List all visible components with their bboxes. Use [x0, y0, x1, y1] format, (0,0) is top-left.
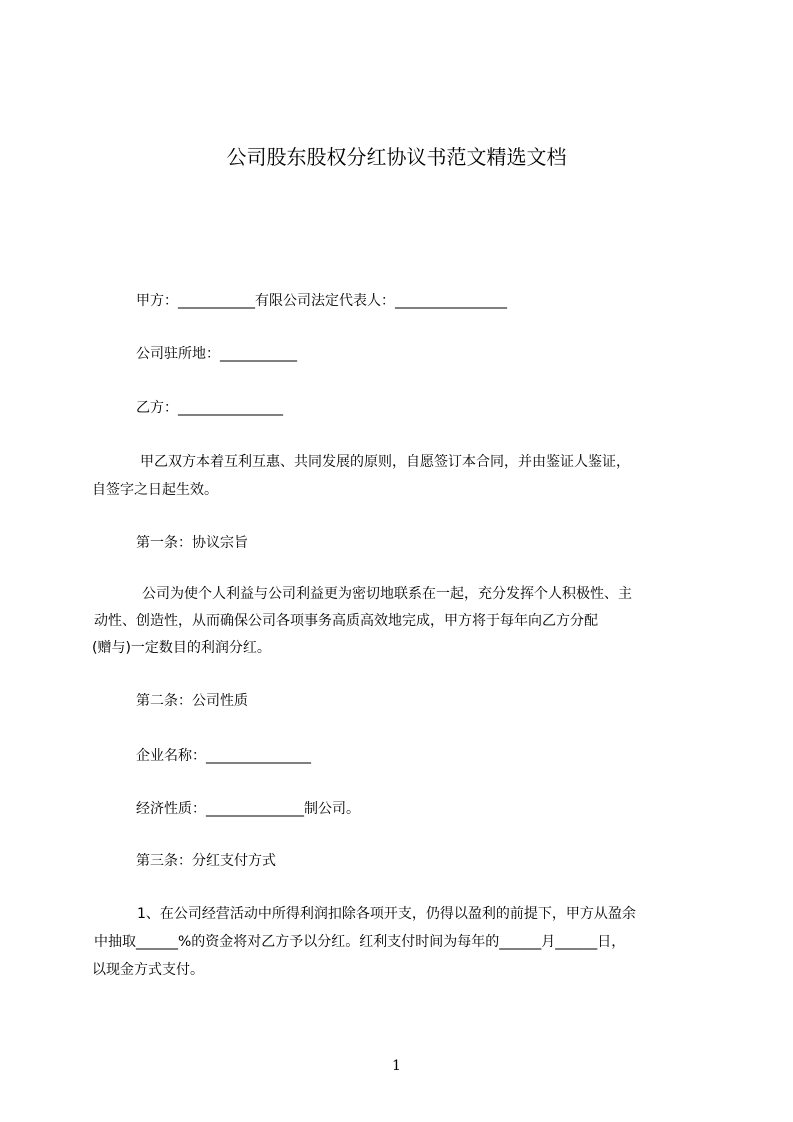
article-1-heading: 第一条：协议宗旨: [136, 535, 248, 551]
page-number: 1: [392, 1058, 401, 1074]
article-1-paragraph-line-2: 动性、创造性，从而确保公司各项事务高质高效地完成，甲方将于每年向乙方分配: [94, 613, 598, 629]
intro-paragraph-line-2: 自签字之日起生效。: [92, 482, 218, 498]
company-address-line: 公司驻所地：___________: [136, 346, 297, 362]
article-3-paragraph-line-1: 1、在公司经营活动中所得利润扣除各项开支，仍得以盈利的前提下，甲方从盈余: [137, 906, 636, 922]
article-1-paragraph-line-1: 公司为使个人利益与公司利益更为密切地联系在一起，充分发挥个人积极性、主: [142, 586, 632, 602]
economic-nature-line: 经济性质：______________制公司。: [136, 801, 360, 817]
article-3-paragraph-line-2: 中抽取______%的资金将对乙方予以分红。红利支付时间为每年的______月______日，: [94, 934, 626, 950]
article-2-heading: 第二条：公司性质: [136, 693, 248, 709]
article-1-paragraph-line-3: (赠与)一定数目的利润分红。: [92, 640, 271, 656]
article-3-paragraph-line-3: 以现金方式支付。: [92, 962, 204, 978]
party-a-line: 甲方：___________有限公司法定代表人：________________: [136, 293, 507, 309]
article-3-heading: 第三条：分红支付方式: [136, 853, 276, 869]
document-title: 公司股东股权分红协议书范文精选文档: [226, 145, 567, 169]
company-name-line: 企业名称：_______________: [136, 748, 311, 764]
party-b-line: 乙方：_______________: [136, 400, 283, 416]
intro-paragraph-line-1: 甲乙双方本着互利互惠、共同发展的原则，自愿签订本合同，并由鉴证人鉴证，: [140, 454, 630, 470]
